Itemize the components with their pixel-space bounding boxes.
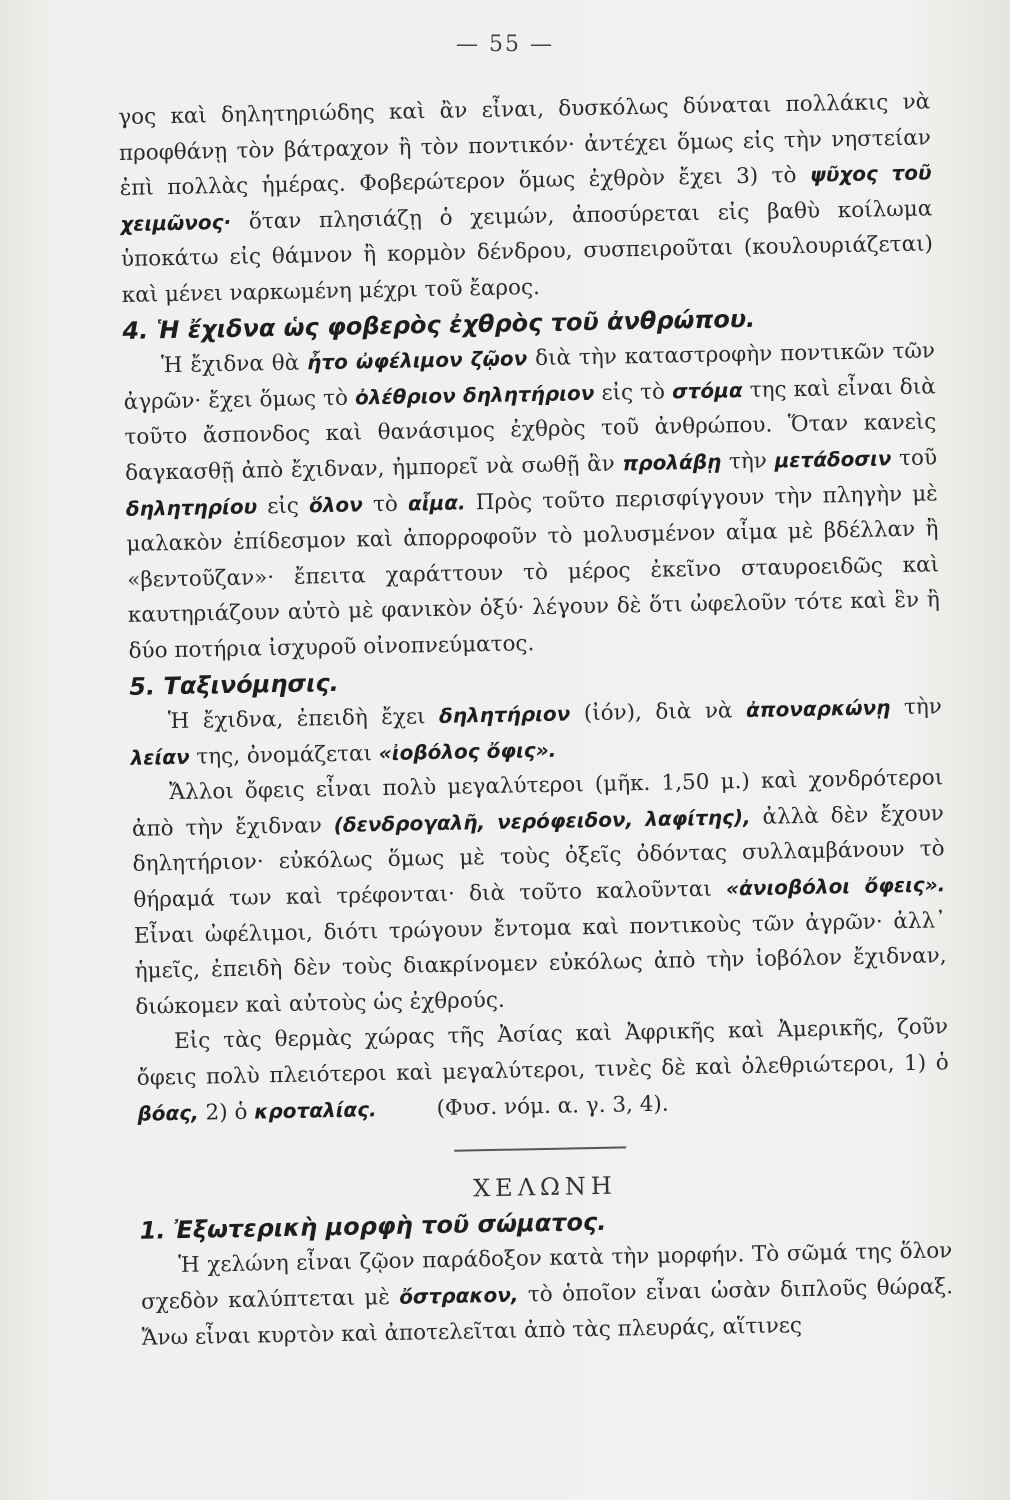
continuation-paragraph xyxy=(118,84,934,313)
text-run: (ἰόν), διὰ νὰ xyxy=(570,698,747,727)
text-run: εἰς τὸ xyxy=(594,379,673,406)
emphasis: λείαν xyxy=(130,744,190,770)
emphasis: ἦτο ὠφέλιμον ζῷον xyxy=(306,346,528,375)
emphasis: «ἰοβόλος ὄφις». xyxy=(378,737,557,765)
section-heading: 1. Ἐξωτερικὴ μορφὴ τοῦ σώματος. xyxy=(139,1207,607,1245)
text-run: Ἡ χελώνη εἶναι ζῷον παράδοξον κατὰ τὴν μορφήν. Τὸ σῶμά της ὅλον σχεδὸν καλύπτεται μὲ xyxy=(140,1238,953,1315)
paragraph xyxy=(140,1234,954,1356)
page-number: — 55 — xyxy=(456,32,554,57)
emphasis: προλάβῃ xyxy=(622,449,722,476)
divider-rule xyxy=(454,1147,626,1152)
text-run: Πρὸς τοῦτο περισφίγγουν τὴν πληγὴν μὲ μαλακὸν ἐπίδεσμον καὶ ἀπορροφοῦν τὸ μολυσμένον αἷμα μὲ βδέλλαν ἢ «βεντοῦζαν»· ἔπειτα χαράττουν τὸ μέρος ἐκεῖνο σταυροειδῶς καὶ καυτηριάζουν αὐτὸ μὲ φανικὸν ὀξύ· λέγουν δὲ ὅτι ὠφελοῦν τότε καὶ ἓν ἢ δύο ποτήρια ἰσχυροῦ οἰνοπνεύματος. xyxy=(126,480,940,664)
text-block xyxy=(118,84,954,1356)
emphasis: ὀλέθριον δηλητήριον xyxy=(354,380,595,410)
text-run: γος καὶ δηλητηριώδης καὶ ἂν εἶναι, δυσκόλως δύναται πολλάκις νὰ προφθάνῃ τὸν βάτραχον ἢ τὸν ποντικόν· ἀντέχει ὅμως εἰς τὴν νηστείαν ἐπὶ πολλὰς ἡμέρας. Φοβερώτερον ὅμως ἐχθρὸν ἔχει 3) τὸ xyxy=(118,89,932,202)
text-run: τὸ ὁποῖον εἶναι ὡσὰν διπλοῦς θώραξ. Ἄνω εἶναι κυρτὸν καὶ ἀποτελεῖται ἀπὸ τὰς πλευράς, αἵτινες xyxy=(141,1274,954,1351)
emphasis: ὄστρακον, xyxy=(398,1282,519,1309)
text-run: Ἄλλοι ὄφεις εἶναι πολὺ μεγαλύτεροι (μῆκ. 1,50 μ.) καὶ χονδρότεροι ἀπὸ τὴν ἔχιδναν xyxy=(131,765,944,842)
text-run: Εἶναι ὠφέλιμοι, διότι τρώγουν ἔντομα καὶ ποντικοὺς τῶν ἀγρῶν· ἀλλ᾽ ἡμεῖς, ἐπειδὴ δὲν τοὺς διακρίνομεν εὐκόλως ἀπὸ τὴν ἰοβόλον ἔχιδναν, διώκομεν καὶ αὐτοὺς ὡς ἐχθρούς. xyxy=(133,907,947,1020)
text-run: εἰς xyxy=(256,492,310,519)
emphasis: δηλητήριον xyxy=(438,701,571,729)
text-run: Ἡ ἔχιδνα, ἐπειδὴ ἔχει xyxy=(167,704,440,735)
paragraph xyxy=(136,1010,950,1132)
text-run: διὰ τὴν καταστροφὴν ποντικῶν τῶν ἀγρῶν· ἔχει ὅμως τὸ xyxy=(123,338,936,415)
text-run: τοῦ xyxy=(891,445,938,472)
text-run: ἀλλὰ δὲν ἔχουν δηλητήριον· εὐκόλως ὅμως μὲ τοὺς ὀξεῖς ὀδόντας συλλαμβάνουν τὸ θήραμά των καὶ τρέφονται· διὰ τοῦτο καλοῦνται xyxy=(132,801,945,913)
emphasis: αἷμα. xyxy=(407,489,466,516)
emphasis: ὅλον xyxy=(308,491,363,517)
paragraph xyxy=(131,761,948,1026)
text-run: ὅταν πλησιάζῃ ὁ χειμών, ἀποσύρεται εἰς βαθὺ κοίλωμα ὑποκάτω εἰς θάμνον ἢ κορμὸν δένδρου, συσπειροῦται (κουλουριάζεται) καὶ μένει ναρκωμένη μέχρι τοῦ ἔαρος. xyxy=(120,196,934,308)
emphasis: «ἀνιοβόλοι ὄφεις». xyxy=(725,872,946,901)
chapter-title: ΧΕΛΩΝΗ xyxy=(472,1171,618,1203)
emphasis: ἀποναρκώνῃ xyxy=(745,695,891,723)
text-run: της καὶ εἶναι διὰ τοῦτο ἄσπονδος καὶ θανάσιμος ἐχθρὸς τοῦ ἀνθρώπου. Ὅταν κανεὶς δαγκασθῇ ἀπὸ ἔχιδναν, ἠμπορεῖ νὰ σωθῇ ἂν xyxy=(124,374,937,486)
emphasis: δηλητηρίου xyxy=(125,493,258,521)
emphasis: βόας, xyxy=(137,1100,199,1126)
emphasis: κροταλίας. xyxy=(253,1096,377,1124)
section-heading: 5. Ταξινόμησις. xyxy=(128,668,340,701)
text-run: τὸ xyxy=(362,491,409,517)
text-run: τὴν xyxy=(890,694,943,721)
emphasis: στόμα xyxy=(671,377,743,404)
emphasis: μετάδοσιν xyxy=(774,446,892,473)
text-run: της, ὀνομάζεται xyxy=(189,740,380,770)
text-run: Ἡ ἔχιδνα θὰ xyxy=(160,350,308,379)
emphasis: (δενδρογαλῆ, νερόφειδον, λαφίτης), xyxy=(333,804,751,837)
emphasis: ψῦχος τοῦ χειμῶνος· xyxy=(120,160,932,236)
text-run: 2) ὁ xyxy=(198,1099,255,1126)
text-run: Εἰς τὰς θερμὰς χώρας τῆς Ἀσίας καὶ Ἀφρικῆς καὶ Ἀμερικῆς, ζοῦν ὄφεις πολὺ πλειότεροι καὶ μεγαλύτεροι, τινὲς δὲ καὶ ὀλεθριώτεροι, 1) ὁ xyxy=(136,1014,949,1091)
text-run: τὴν xyxy=(721,448,775,475)
section-heading: 4. Ἡ ἔχιδνα ὡς φοβερὸς ἐχθρὸς τοῦ ἀνθρώπου. xyxy=(122,304,756,345)
paragraph xyxy=(123,334,941,670)
citation: (Φυσ. νόμ. α. γ. 3, 4). xyxy=(436,1091,669,1121)
